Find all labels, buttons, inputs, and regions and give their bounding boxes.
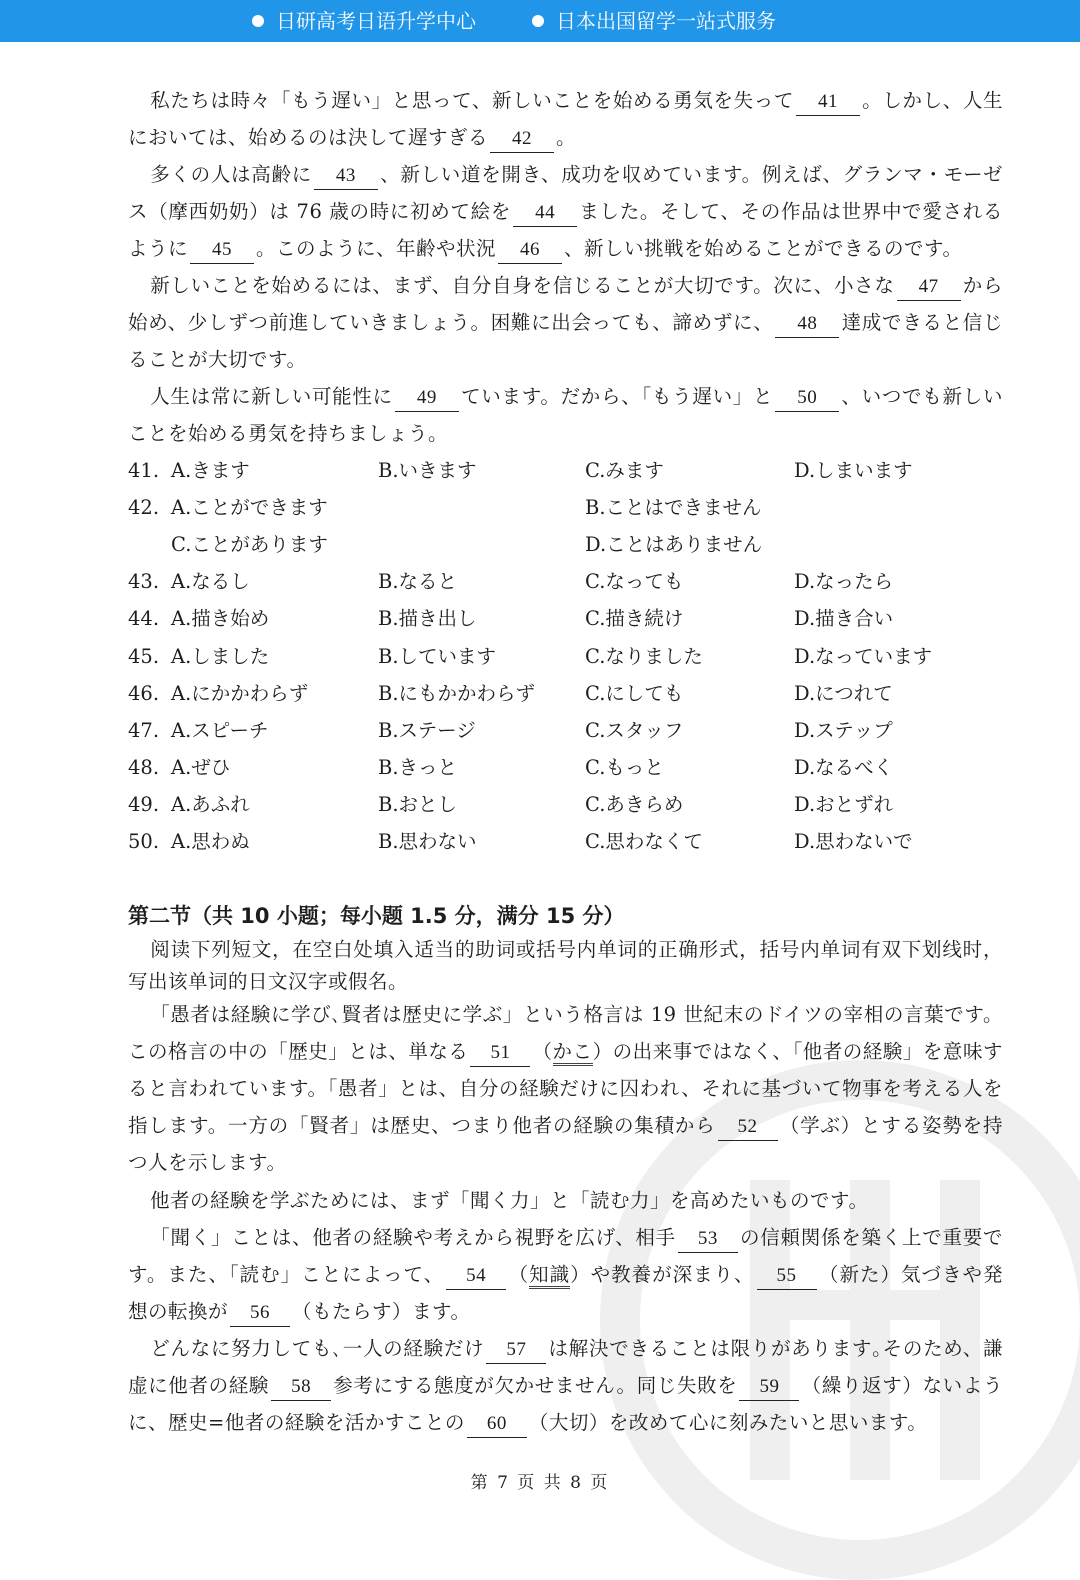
option-d[interactable]: D.しまいます xyxy=(794,459,913,482)
option-c[interactable]: C.思わなくて xyxy=(585,830,703,853)
option-a[interactable]: A.あふれ xyxy=(171,793,250,816)
page-number: 第 7 页 共 8 页 xyxy=(470,1473,610,1493)
option-row xyxy=(128,749,1028,786)
question-number: 42. xyxy=(128,496,160,519)
blank-47[interactable]: 47 xyxy=(897,274,961,301)
option-b[interactable]: B.しています xyxy=(378,645,497,668)
section-heading: 第二节（共 10 小题；每小题 1.5 分，满分 15 分） xyxy=(128,904,625,928)
passage2-paragraph-1: 「愚者は経験に学び､賢者は歴史に学ぶ」という格言は 19 世紀末のドイツの宰相の言葉です。この格言の中の「歴史」とは、単なる 51 （かこ）の出来事ではなく、「他者の経験」を意味すると言われています。「愚者」とは、自分の経験だけに囚われ、それに基づいて物事を考える人を指します。一方の「賢者」は歴史、つまり他者の経験の集積から 52 （学ぶ）とする姿勢を持つ人を示します。 xyxy=(128,1003,1003,1174)
option-b[interactable]: B.にもかかわらず xyxy=(378,682,536,705)
blank-58[interactable]: 58 xyxy=(271,1374,331,1401)
question-number: 43. xyxy=(128,570,160,593)
blank-59[interactable]: 59 xyxy=(739,1374,799,1401)
blank-49[interactable]: 49 xyxy=(395,385,459,412)
blank-54[interactable]: 54 xyxy=(446,1263,506,1290)
blank-43[interactable]: 43 xyxy=(314,163,378,190)
option-a[interactable]: A.ぜひ xyxy=(171,756,231,779)
option-row xyxy=(128,786,1028,823)
option-row xyxy=(128,675,1028,712)
option-row xyxy=(128,489,1028,526)
passage2-paragraph-3: 「聞く」ことは、他者の経験や考えから視野を広げ、相手 53 の信頼関係を築く上で重要です。また、「読む」ことによって、 54 （知識）や教養が深まり、 55 （新た）気づきや発想の転換が 56 （もたらす）ます。 xyxy=(128,1219,1003,1330)
blank-48[interactable]: 48 xyxy=(775,311,839,338)
header-item-2 xyxy=(532,0,776,42)
option-b[interactable]: B.おとし xyxy=(378,793,458,816)
option-a[interactable]: A.なるし xyxy=(171,570,250,593)
question-number: 47. xyxy=(128,719,160,742)
blank-60[interactable]: 60 xyxy=(467,1411,527,1438)
option-a[interactable]: A.描き始め xyxy=(171,607,270,630)
question-number: 48. xyxy=(128,756,160,779)
option-row xyxy=(128,563,1028,600)
option-c[interactable]: C.あきらめ xyxy=(585,793,684,816)
passage2-paragraph-4: どんなに努力しても､一人の経験だけ 57 は解決できることは限りがあります｡そのため、謙虚に他者の経験 58 参考にする態度が欠かせません。同じ失敗を 59 （繰り返す）ないように、歴史=他者の経験を活かすことの 60 （大切）を改めて心に刻みたいと思います。 xyxy=(128,1330,1003,1441)
option-a[interactable]: A.にかかわらず xyxy=(171,682,309,705)
option-d[interactable]: D.なっています xyxy=(794,645,933,668)
option-b[interactable]: B.描き出し xyxy=(378,607,477,630)
double-underlined-word: かこ xyxy=(553,1040,593,1066)
option-row xyxy=(128,712,1028,749)
passage1-paragraph-2: 多くの人は高齢に 43 、新しい道を開き、成功を収めています。例えば、グランマ・モーゼス（摩西奶奶）は 76 歳の時に初めて絵を 44 ました。そして、その作品は世界中で愛されるように 45 。このように、年齢や状況 46 、新しい挑戦を始めることができるのです。 xyxy=(128,156,1003,267)
option-d[interactable]: D.思わないで xyxy=(794,830,913,853)
option-d[interactable]: D.描き合い xyxy=(794,607,894,630)
option-row xyxy=(128,638,1028,675)
blank-56[interactable]: 56 xyxy=(230,1300,290,1327)
option-row xyxy=(128,600,1028,637)
option-c[interactable]: C.にしても xyxy=(585,682,684,705)
passage2-paragraph-2: 他者の経験を学ぶためには、まず「聞く力」と「読む力」を高めたいものです。 xyxy=(150,1189,869,1212)
passage1-paragraph-1: 私たちは時々「もう遅い」と思って、新しいことを始める勇気を失って 41 。しかし、人生においては、始めるのは決して遅すぎる 42 。 xyxy=(128,82,1003,156)
question-number: 45. xyxy=(128,645,160,668)
option-a[interactable]: A.ことができます xyxy=(171,496,328,519)
passage1-paragraph-3: 新しいことを始めるには、まず、自分自身を信じることが大切です。次に、小さな 47 から始め、少しずつ前進していきましょう。困難に出会っても、諦めずに、 48 達成できると信じることが大切です。 xyxy=(128,274,1003,371)
option-b[interactable]: B.思わない xyxy=(378,830,477,853)
blank-55[interactable]: 55 xyxy=(757,1263,817,1290)
option-a[interactable]: A.スピーチ xyxy=(171,719,269,742)
option-a[interactable]: C.ことがあります xyxy=(171,533,328,556)
section-instruction: 阅读下列短文，在空白处填入适当的助词或括号内单词的正确形式，括号内单词有双下划线时，写出该单词的日文汉字或假名。 xyxy=(128,938,1003,993)
option-c[interactable]: D.ことはありません xyxy=(585,533,763,556)
option-row xyxy=(128,823,1028,860)
option-b[interactable]: B.なると xyxy=(378,570,458,593)
blank-45[interactable]: 45 xyxy=(190,237,254,264)
option-c[interactable]: C.スタッフ xyxy=(585,719,684,742)
bullet-icon xyxy=(252,15,264,27)
question-number: 49. xyxy=(128,793,160,816)
option-c[interactable]: C.なっても xyxy=(585,570,684,593)
bullet-icon xyxy=(532,15,544,27)
blank-50[interactable]: 50 xyxy=(775,385,839,412)
option-row xyxy=(128,452,1028,489)
option-d[interactable]: D.おとずれ xyxy=(794,793,894,816)
blank-57[interactable]: 57 xyxy=(486,1337,546,1364)
blank-51[interactable]: 51 xyxy=(470,1040,530,1067)
option-c[interactable]: C.描き続け xyxy=(585,607,684,630)
option-a[interactable]: A.思わぬ xyxy=(171,830,250,853)
question-number: 50. xyxy=(128,830,160,853)
option-row xyxy=(128,526,1028,563)
question-number: 44. xyxy=(128,607,160,630)
double-underlined-word: 知識 xyxy=(529,1263,570,1289)
option-b[interactable]: B.いきます xyxy=(378,459,477,482)
passage1-paragraph-4: 人生は常に新しい可能性に 49 ています。だから、「もう遅い」と 50 、いつでも新しいことを始める勇気を持ちましょう。 xyxy=(128,385,1003,445)
option-b[interactable]: B.ステージ xyxy=(378,719,476,742)
header-banner xyxy=(0,0,1080,42)
blank-42[interactable]: 42 xyxy=(490,126,554,153)
option-a[interactable]: A.しました xyxy=(171,645,270,668)
question-number: 41. xyxy=(128,459,160,482)
option-d[interactable]: D.につれて xyxy=(794,682,893,705)
blank-52[interactable]: 52 xyxy=(718,1114,778,1141)
option-a[interactable]: A.きます xyxy=(171,459,250,482)
option-c[interactable]: C.もっと xyxy=(585,756,664,779)
blank-46[interactable]: 46 xyxy=(498,237,562,264)
blank-44[interactable]: 44 xyxy=(513,200,577,227)
option-c[interactable]: C.みます xyxy=(585,459,664,482)
header-item-1 xyxy=(252,0,476,42)
option-d[interactable]: D.なるべく xyxy=(794,756,894,779)
option-b[interactable]: B.きっと xyxy=(378,756,458,779)
blank-41[interactable]: 41 xyxy=(796,89,860,116)
question-number: 46. xyxy=(128,682,160,705)
option-d[interactable]: D.なったら xyxy=(794,570,894,593)
header-item-1-label: 日研高考日语升学中心 xyxy=(276,9,476,33)
option-c[interactable]: C.なりました xyxy=(585,645,703,668)
option-c[interactable]: B.ことはできません xyxy=(585,496,762,519)
blank-53[interactable]: 53 xyxy=(678,1226,738,1253)
header-item-2-label: 日本出国留学一站式服务 xyxy=(556,9,776,33)
option-d[interactable]: D.ステップ xyxy=(794,719,893,742)
